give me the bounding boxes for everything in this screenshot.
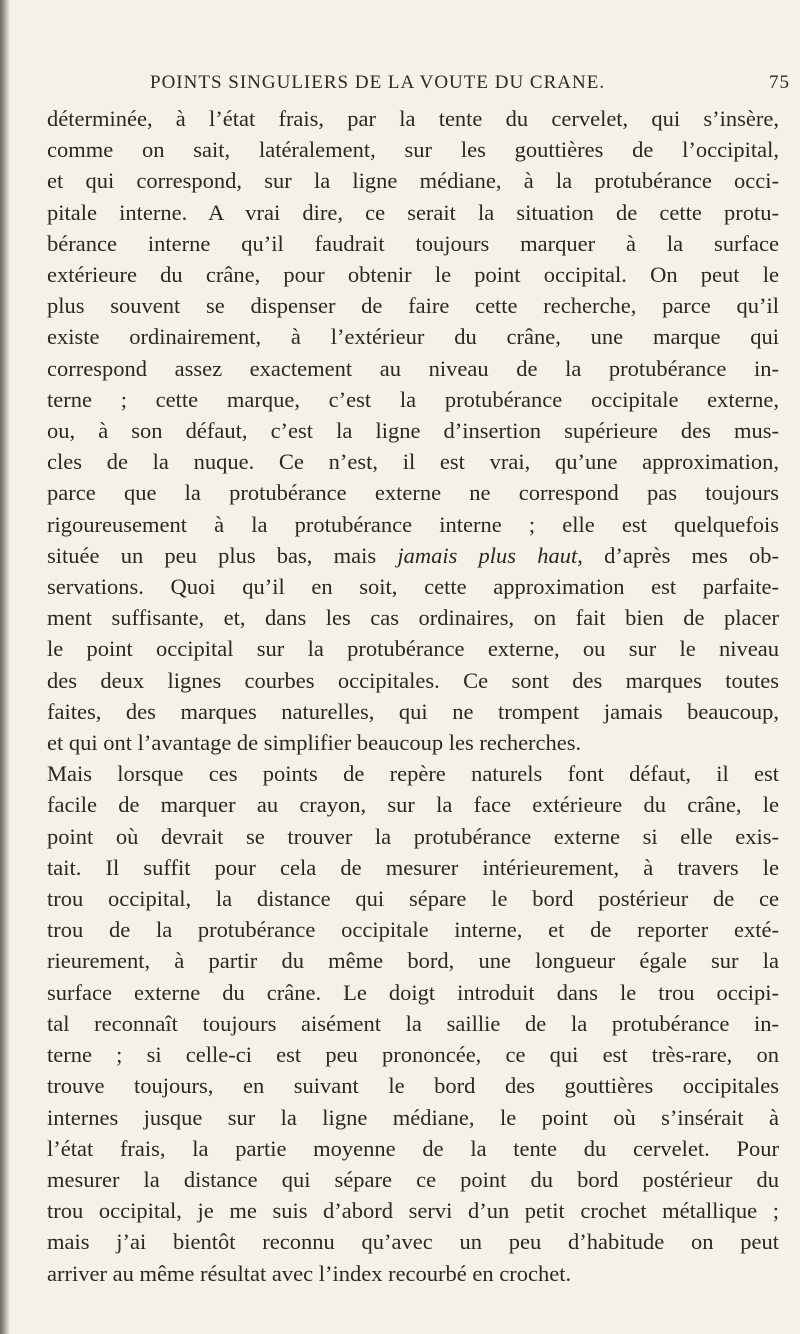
text-line: déterminée, à l’état frais, par la tente du cervelet, qui s’insère, [47,106,779,131]
text-line: ment suffisante, et, dans les cas ordinaires, on fait bien de placer [47,605,779,631]
text-line: le point occipital sur la protubérance externe, ou sur le niveau [47,636,779,662]
text-line: mesurer la distance qui sépare ce point du bord postérieur du [47,1166,779,1192]
text-line: l’état frais, la partie moyenne de la tente du cervelet. Pour [47,1135,779,1161]
running-title: POINTS SINGULIERS DE LA VOUTE DU CRANE. [150,72,606,93]
text-line: mais j’ai bientôt reconnu qu’avec un peu d’habitude on peut [47,1229,779,1255]
text-line: surface externe du crâne. Le doigt introduit dans le trou occipi- [47,979,779,1005]
text-line: extérieure du crâne, pour obtenir le point occipital. On peut le [47,262,779,288]
text-line: existe ordinairement, à l’extérieur du crâne, une marque qui [47,324,779,350]
text-line: pitale interne. A vrai dire, ce serait la situation de cette protu- [47,199,779,225]
text-line: point où devrait se trouver la protubérance externe si elle exis- [47,823,779,849]
text-line: trou occipital, je me suis d’abord servi d’un petit crochet métallique ; [47,1198,779,1224]
text-line: comme on sait, latéralement, sur les gouttières de l’occipital, [47,137,779,163]
body-text [47,103,779,1289]
text-line: facile de marquer au crayon, sur la face extérieure du crâne, le [47,792,779,818]
book-binding-edge [0,0,10,1334]
text-line: trou occipital, la distance qui sépare le bord postérieur de ce [47,886,779,912]
text-line: arriver au même résultat avec l’index recourbé en crochet. [47,1260,572,1286]
text-line: terne ; cette marque, c’est la protubérance occipitale externe, [47,386,779,412]
text-line-with-emphasis [47,540,779,571]
text-line: rieurement, à partir du même bord, une longueur égale sur la [47,948,779,974]
paragraph-2 [47,758,779,1288]
text-line: correspond assez exactement au niveau de la protubérance in- [47,355,779,381]
text-segment: , d’après mes ob- [577,542,779,568]
text-line: bérance interne qu’il faudrait toujours marquer à la surface [47,230,779,256]
text-line: tait. Il suffit pour cela de mesurer intérieurement, à travers le [47,854,779,880]
text-line: terne ; si celle-ci est peu prononcée, ce qui est très-rare, on [47,1042,779,1068]
text-line: plus souvent se dispenser de faire cette recherche, parce qu’il [47,293,779,319]
text-line: cles de la nuque. Ce n’est, il est vrai, qu’une approximation, [47,449,779,475]
text-line: parce que la protubérance externe ne correspond pas toujours [47,480,779,506]
emphasized-phrase: jamais plus haut [397,542,578,568]
text-line: des deux lignes courbes occipitales. Ce sont des marques toutes [47,667,779,693]
text-line: Mais lorsque ces points de repère naturels font défaut, il est [47,761,779,787]
text-line: trouve toujours, en suivant le bord des gouttières occipitales [47,1073,779,1099]
text-line: servations. Quoi qu’il en soit, cette approximation est parfaite- [47,574,779,600]
text-line: et qui correspond, sur la ligne médiane, à la protubérance occi- [47,168,779,194]
text-line: trou de la protubérance occipitale interne, et de reporter exté- [47,917,779,943]
text-segment: située un peu plus bas, mais [47,542,398,568]
text-line: rigoureusement à la protubérance interne ; elle est quelquefois [47,511,779,537]
page-number: 75 [769,72,790,93]
text-line: et qui ont l’avantage de simplifier beaucoup les recherches. [47,730,582,756]
text-line: internes jusque sur la ligne médiane, le point où s’insérait à [47,1104,779,1130]
text-line: tal reconnaît toujours aisément la saillie de la protubérance in- [47,1010,779,1036]
text-line: faites, des marques naturelles, qui ne trompent jamais beaucoup, [47,698,779,724]
text-line: ou, à son défaut, c’est la ligne d’insertion supérieure des mus- [47,418,779,444]
paragraph-1 [47,103,779,758]
